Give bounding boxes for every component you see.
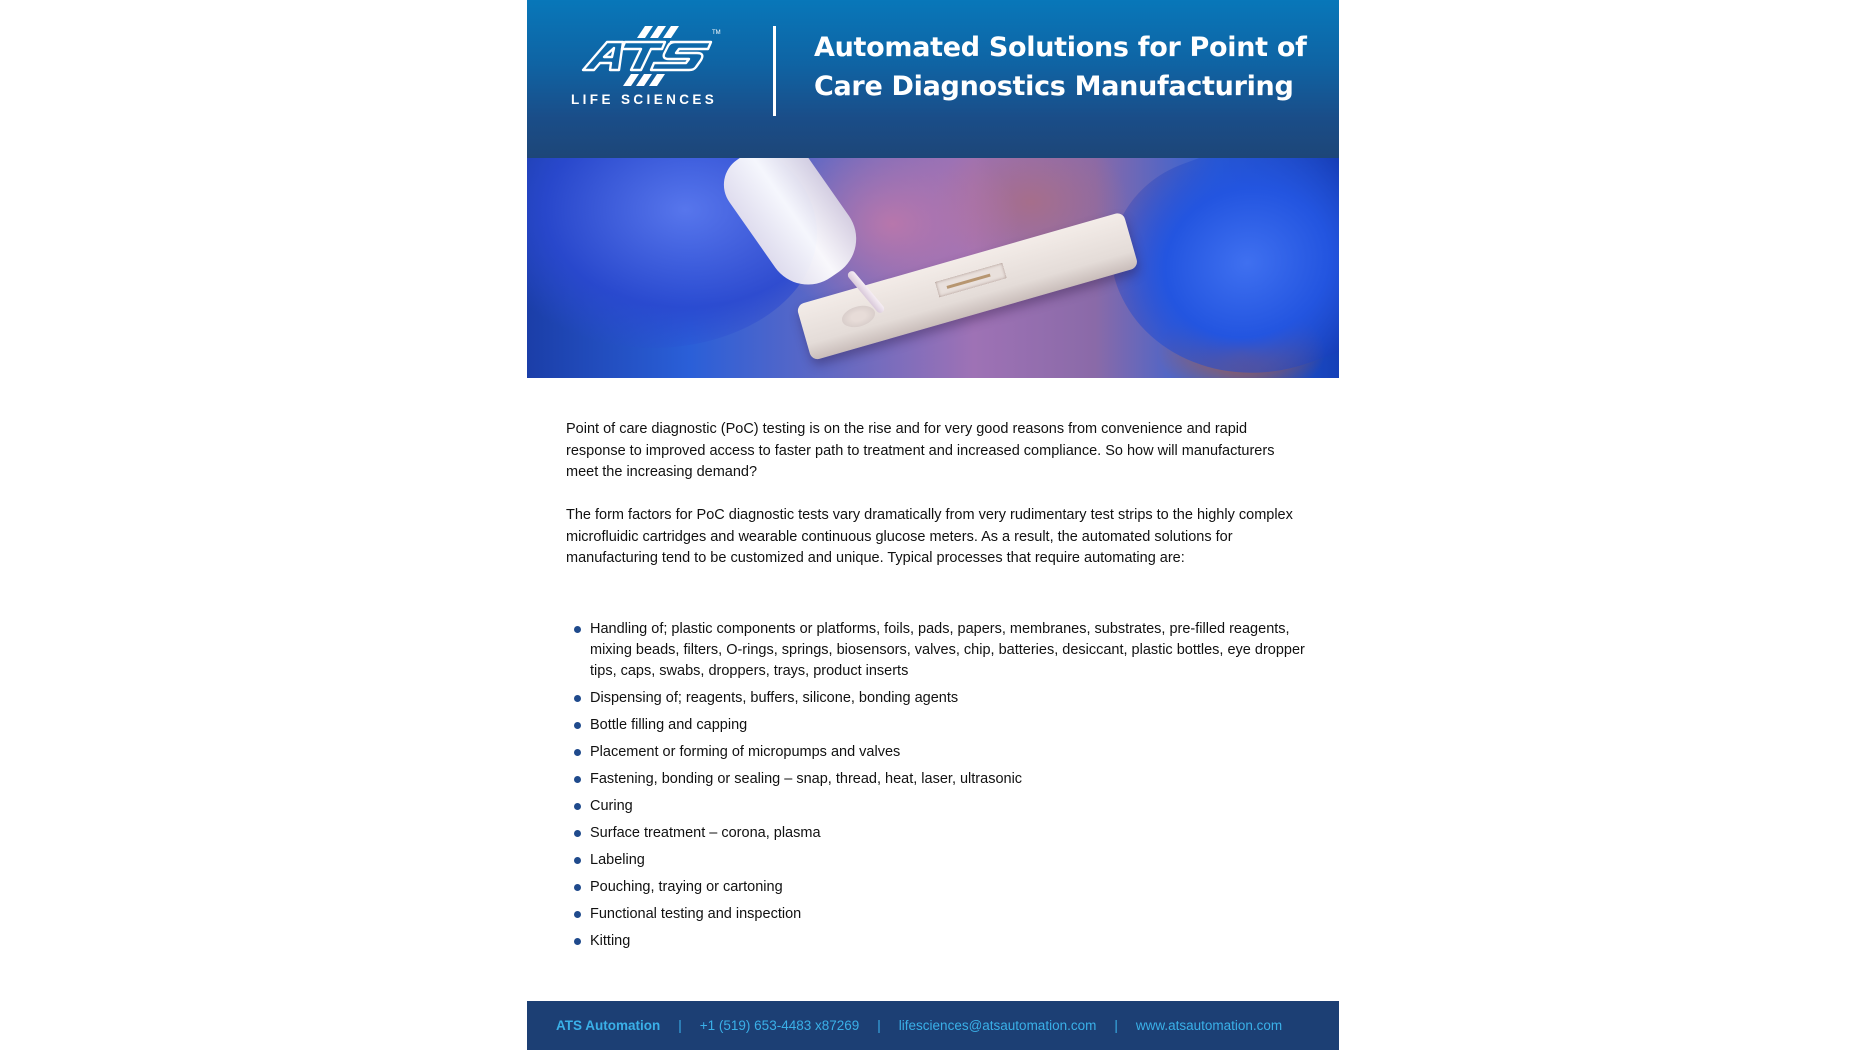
list-item: Placement or forming of micropumps and valves xyxy=(566,742,1306,763)
footer-phone[interactable]: +1 (519) 653-4483 x87269 xyxy=(699,1018,860,1033)
bullet-icon xyxy=(574,722,581,729)
page-title-line-2: Care Diagnostics Manufacturing xyxy=(814,71,1294,102)
list-item: Fastening, bonding or sealing – snap, thread, heat, laser, ultrasonic xyxy=(566,769,1306,790)
list-item: Curing xyxy=(566,796,1306,817)
svg-text:TM: TM xyxy=(712,30,721,36)
bullet-icon xyxy=(574,938,581,945)
bullet-icon xyxy=(574,857,581,864)
bullet-icon xyxy=(574,626,581,633)
footer-email-link[interactable]: lifesciences@atsautomation.com xyxy=(898,1018,1097,1033)
list-item: Dispensing of; reagents, buffers, silicone, bonding agents xyxy=(566,688,1306,709)
page-title xyxy=(814,28,1324,106)
page-title-line-1: Automated Solutions for Point of xyxy=(814,32,1307,63)
sample-well xyxy=(839,302,877,331)
bullet-icon xyxy=(574,884,581,891)
form-factors-paragraph: The form factors for PoC diagnostic tests vary dramatically from very rudimentary test strips to the highly complex microfluidic cartridges and wearable continuous glucose meters. As a result, the automated solutions for manufacturing tend to be customized and unique. Typical processes that require automating are: xyxy=(566,507,1293,566)
contact-footer xyxy=(527,1001,1339,1050)
list-item: Kitting xyxy=(566,931,1306,952)
body-content xyxy=(566,419,1306,949)
list-item: Bottle filling and capping xyxy=(566,715,1306,736)
footer-separator: | xyxy=(877,1018,881,1033)
list-item: Labeling xyxy=(566,850,1306,871)
bullet-icon xyxy=(574,749,581,756)
hero-image xyxy=(527,158,1339,378)
bullet-icon xyxy=(574,695,581,702)
result-window xyxy=(935,263,1007,298)
ats-life-sciences-logo xyxy=(571,26,731,116)
logo-subtitle: LIFE SCIENCES xyxy=(571,92,718,107)
footer-separator: | xyxy=(678,1018,682,1033)
list-item: Pouching, traying or cartoning xyxy=(566,877,1306,898)
header-banner xyxy=(527,0,1339,158)
header-divider xyxy=(773,26,776,116)
ats-logo-icon xyxy=(579,26,724,90)
document-page xyxy=(527,0,1339,1050)
list-item: Functional testing and inspection xyxy=(566,904,1306,925)
list-item: Surface treatment – corona, plasma xyxy=(566,823,1306,844)
footer-separator: | xyxy=(1114,1018,1118,1033)
intro-paragraph: Point of care diagnostic (PoC) testing is on the rise and for very good reasons from convenience and rapid response to improved access to faster path to treatment and increased compliance. So how will manufacturers meet the increasing demand? xyxy=(566,421,1275,480)
bullet-icon xyxy=(574,803,581,810)
bullet-icon xyxy=(574,911,581,918)
bullet-icon xyxy=(574,776,581,783)
footer-organization: ATS Automation xyxy=(556,1018,661,1033)
process-list xyxy=(566,619,1306,958)
bullet-icon xyxy=(574,830,581,837)
footer-website-link[interactable]: www.atsautomation.com xyxy=(1135,1018,1283,1033)
list-item: Handling of; plastic components or platforms, foils, pads, papers, membranes, substrates, pre-filled reagents, mixing beads, filters, O-rings, springs, biosensors, valves, chip, batteries, desiccant, plastic bottles, eye dropper tips, caps, swabs, droppers, trays, product inserts xyxy=(566,619,1306,682)
